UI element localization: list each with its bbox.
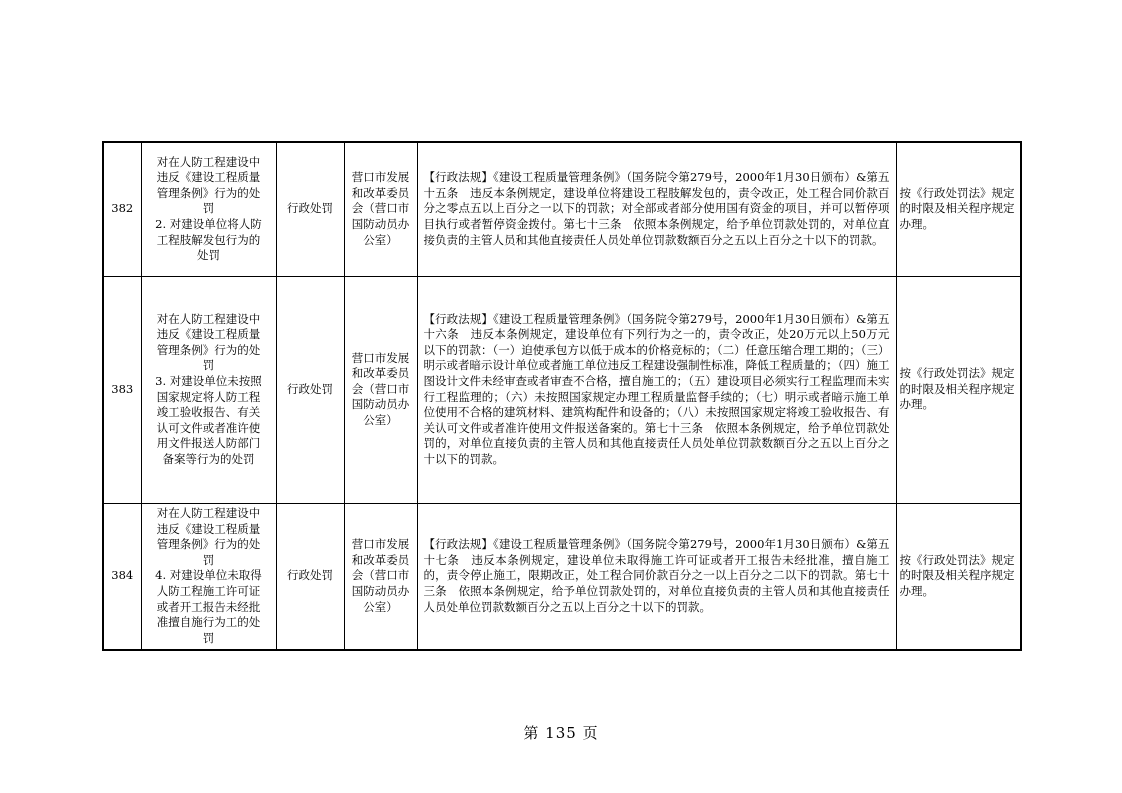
item-name-line: 国家规定将人防工程 bbox=[156, 389, 261, 404]
department-line: 国防动员办 bbox=[351, 584, 410, 599]
department-line: 公室） bbox=[363, 232, 398, 247]
procedure: 按《行政处罚法》规定的时限及相关程序规定办理。 bbox=[896, 142, 1021, 276]
department-line: 国防动员办 bbox=[351, 217, 410, 232]
department-line: 和改革委员 bbox=[351, 552, 410, 567]
item-name-line: 准擅自施行为工的处 bbox=[156, 615, 261, 630]
item-name-line: 或者开工报告未经批 bbox=[156, 599, 261, 614]
item-name-line: 处罚 bbox=[197, 248, 220, 263]
procedure: 按《行政处罚法》规定的时限及相关程序规定办理。 bbox=[896, 503, 1021, 650]
item-name-line: 管理条例》行为的处 bbox=[156, 185, 261, 200]
procedure: 按《行政处罚法》规定的时限及相关程序规定办理。 bbox=[896, 276, 1021, 503]
row-number: 384 bbox=[103, 503, 141, 650]
item-name-line: 竣工验收报告、有关 bbox=[156, 405, 261, 420]
legal-basis: 【行政法规】《建设工程质量管理条例》（国务院令第279号，2000年1月30日颁布）&第五十五条 违反本条例规定，建设单位将建设工程肢解发包的，责令改正，处工程合同价款百分之零点五以上百分之一以下的罚款；对全部或者部分使用国有资金的项目，并可以暂停项目执行或者暂停资金拨付。第七十三条 依照本条例规定，给予单位罚款处罚的，对单位直接负责的主管人员和其他直接责任人员处单位罚款数额百分之五以上百分之十以下的罚款。 bbox=[417, 142, 896, 276]
item-name bbox=[141, 276, 276, 503]
item-name-line: 对在人防工程建设中 bbox=[156, 506, 261, 521]
department-line: 会（营口市 bbox=[351, 201, 410, 216]
item-name-line: 对在人防工程建设中 bbox=[156, 154, 261, 169]
responsible-department bbox=[344, 142, 417, 276]
item-name-line: 罚 bbox=[202, 552, 215, 567]
item-name-line: 罚 bbox=[202, 201, 215, 216]
item-name bbox=[141, 142, 276, 276]
item-name-line: 管理条例》行为的处 bbox=[156, 537, 261, 552]
item-name-line: 备案等行为的处罚 bbox=[162, 451, 255, 466]
table-row bbox=[103, 142, 1021, 276]
item-name-line: 违反《建设工程质量 bbox=[156, 521, 261, 536]
department-line: 营口市发展 bbox=[351, 350, 410, 365]
department-line: 和改革委员 bbox=[351, 185, 410, 200]
table-row bbox=[103, 276, 1021, 503]
item-name-line: 2. 对建设单位将人防 bbox=[155, 217, 262, 232]
department-line: 营口市发展 bbox=[351, 537, 410, 552]
responsible-department bbox=[344, 503, 417, 650]
item-name-line: 用文件报送人防部门 bbox=[156, 436, 261, 451]
item-name-line: 违反《建设工程质量 bbox=[156, 327, 261, 342]
responsible-department bbox=[344, 276, 417, 503]
department-line: 和改革委员 bbox=[351, 366, 410, 381]
department-line: 会（营口市 bbox=[351, 381, 410, 396]
penalty-type: 行政处罚 bbox=[276, 276, 344, 503]
page-number: 第 135 页 bbox=[523, 724, 599, 742]
table-row bbox=[103, 503, 1021, 650]
item-name-line: 违反《建设工程质量 bbox=[156, 170, 261, 185]
department-line: 公室） bbox=[363, 412, 398, 427]
item-name-line: 4. 对建设单位未取得 bbox=[155, 568, 262, 583]
legal-basis: 【行政法规】《建设工程质量管理条例》（国务院令第279号，2000年1月30日颁布）&第五十六条 违反本条例规定，建设单位有下列行为之一的，责令改正，处20万元以上50万元以下的罚款：（一）迫使承包方以低于成本的价格竞标的；（二）任意压缩合理工期的；（三）明示或者暗示设计单位或者施工单位违反工程建设强制性标准，降低工程质量的；（四）施工图设计文件未经审查或者审查不合格，擅自施工的；（五）建设项目必须实行工程监理而未实行工程监理的；（六）未按照国家规定办理工程质量监督手续的；（七）明示或者暗示施工单位使用不合格的建筑材料、建筑构配件和设备的；（八）未按照国家规定将竣工验收报告、有关认可文件或者准许使用文件报送备案的。第七十三条 依照本条例规定，给予单位罚款处罚的，对单位直接负责的主管人员和其他直接责任人员处单位罚款数额百分之五以上百分之十以下的罚款。 bbox=[417, 276, 896, 503]
item-name-line: 工程肢解发包行为的 bbox=[156, 232, 261, 247]
item-name-line: 罚 bbox=[202, 358, 215, 373]
department-line: 营口市发展 bbox=[351, 170, 410, 185]
legal-basis: 【行政法规】《建设工程质量管理条例》（国务院令第279号，2000年1月30日颁布）&第五十七条 违反本条例规定，建设单位未取得施工许可证或者开工报告未经批准，擅自施工的，责令停止施工，限期改正，处工程合同价款百分之一以上百分之二以下的罚款。第七十三条 依照本条例规定，给予单位罚款处罚的，对单位直接负责的主管人员和其他直接责任人员处单位罚款数额百分之五以上百分之十以下的罚款。 bbox=[417, 503, 896, 650]
department-line: 公室） bbox=[363, 599, 398, 614]
row-number: 382 bbox=[103, 142, 141, 276]
penalty-table bbox=[102, 141, 1022, 651]
penalty-type: 行政处罚 bbox=[276, 142, 344, 276]
item-name-line: 认可文件或者准许使 bbox=[156, 420, 261, 435]
item-name-line: 对在人防工程建设中 bbox=[156, 311, 261, 326]
item-name bbox=[141, 503, 276, 650]
item-name-line: 人防工程施工许可证 bbox=[156, 584, 261, 599]
item-name-line: 管理条例》行为的处 bbox=[156, 342, 261, 357]
penalty-type: 行政处罚 bbox=[276, 503, 344, 650]
department-line: 会（营口市 bbox=[351, 568, 410, 583]
department-line: 国防动员办 bbox=[351, 397, 410, 412]
row-number: 383 bbox=[103, 276, 141, 503]
item-name-line: 罚 bbox=[202, 630, 215, 645]
item-name-line: 3. 对建设单位未按照 bbox=[155, 373, 262, 388]
